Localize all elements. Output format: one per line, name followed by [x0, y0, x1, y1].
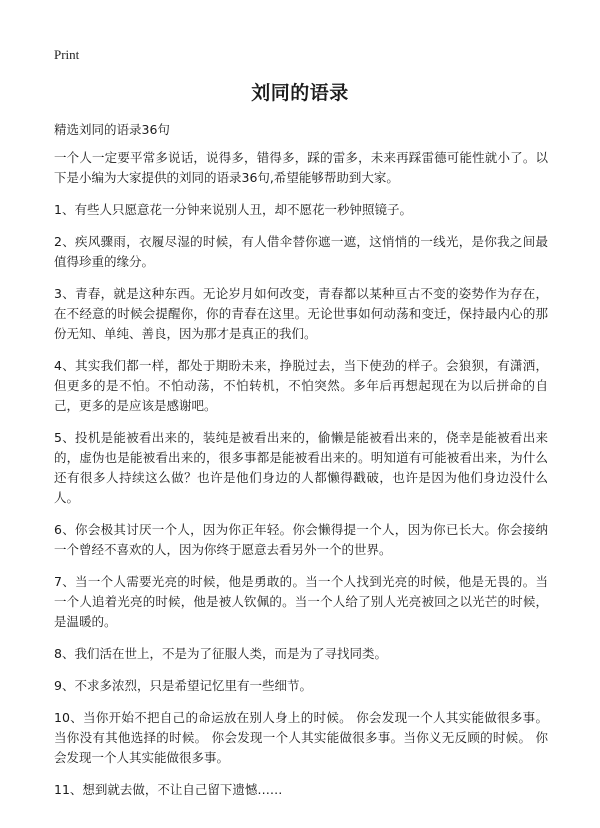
- quote-paragraph: 4、其实我们都一样，都处于期盼未来，挣脱过去，当下使劲的样子。会狼狈，有潇洒，但更多的是不怕。不怕动荡，不怕转机，不怕突然。多年后再想起现在为以后拼命的自己，更多的是应该是感谢吧。: [54, 358, 548, 413]
- quote-paragraph: 1、有些人只愿意花一分钟来说别人丑，却不愿花一秒钟照镜子。: [54, 202, 412, 217]
- quote-paragraph: 8、我们活在世上，不是为了征服人类，而是为了寻找同类。: [54, 646, 387, 661]
- print-label[interactable]: Print: [54, 47, 80, 62]
- quote-paragraph: 3、青春，就是这种东西。无论岁月如何改变，青春都以某种亘古不变的姿势作为存在，在不经意的时候会提醒你，你的青春在这里。无论世事如何动荡和变迁，保持最内心的那份无知、单纯、善良，因为那才是真正的我们。: [54, 286, 548, 341]
- page-title: 刘同的语录: [251, 82, 349, 104]
- quote-paragraph: 2、疾风骤雨，衣履尽湿的时候，有人借伞替你遮一遮，这悄悄的一线光，是你我之间最值得珍重的缘分。: [54, 234, 548, 269]
- intro-paragraph: 一个人一定要平常多说话，说得多，错得多，踩的雷多，未来再踩雷德可能性就小了。以下是小编为大家提供的刘同的语录36句,希望能够帮助到大家。: [54, 150, 548, 185]
- quote-paragraph: 5、投机是能被看出来的，装纯是被看出来的，偷懒是能被看出来的，侥幸是能被看出来的，虚伪也是能被看出来的，很多事都是能被看出来的。明知道有可能被看出来，为什么还有很多人持续这么做？也许是他们身边的人都懒得戳破，也许是因为他们身边没什么人。: [54, 430, 548, 505]
- quote-paragraph: 9、不求多浓烈，只是希望记忆里有一些细节。: [54, 678, 312, 693]
- article-body: [54, 148, 548, 812]
- quote-paragraph: 7、当一个人需要光亮的时候，他是勇敢的。当一个人找到光亮的时候，他是无畏的。当一个人追着光亮的时候，他是被人钦佩的。当一个人给了别人光亮被回之以光芒的时候，是温暖的。: [54, 574, 548, 629]
- quote-paragraph: 6、你会极其讨厌一个人，因为你正年轻。你会懒得提一个人，因为你已长大。你会接纳一个曾经不喜欢的人，因为你终于愿意去看另外一个的世界。: [54, 522, 548, 557]
- quote-paragraph: 11、想到就去做，不让自己留下遗憾……: [54, 782, 283, 797]
- quote-paragraph: 10、当你开始不把自己的命运放在别人身上的时候。 你会发现一个人其实能做很多事。 当你没有其他选择的时候。 你会发现一个人其实能做很多事。当你义无反顾的时候。 你会发现一个人其实能做很多事。: [54, 710, 548, 765]
- page-subtitle: 精选刘同的语录36句: [54, 122, 170, 137]
